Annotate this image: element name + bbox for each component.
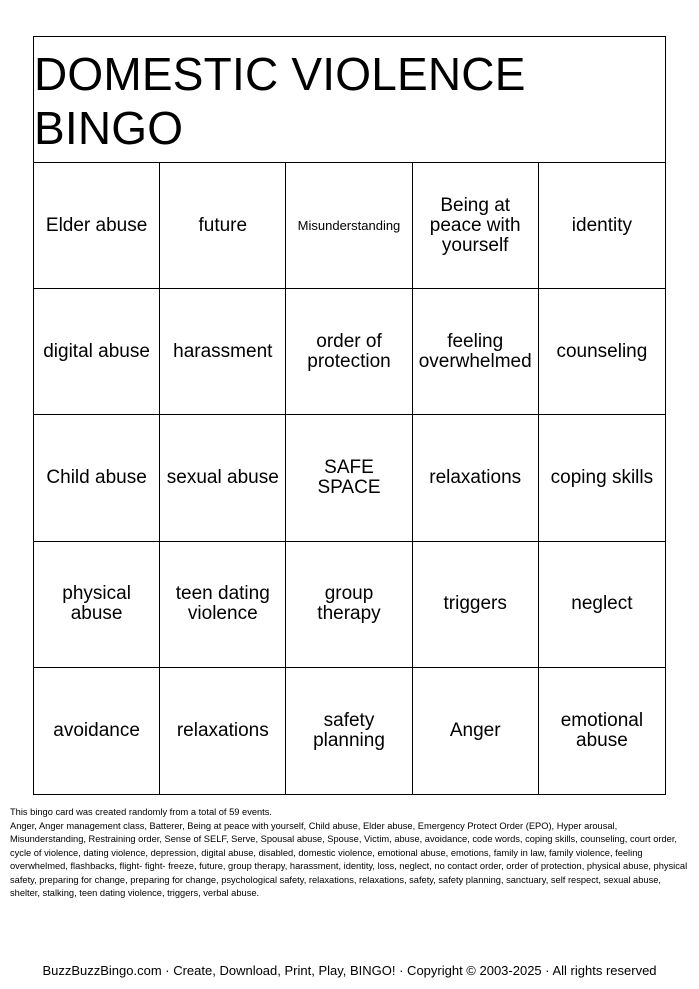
bingo-cell-center: SAFE SPACE <box>286 415 412 541</box>
bingo-cell: physical abuse <box>34 542 160 668</box>
bingo-cell: Anger <box>413 668 539 794</box>
bingo-cell: relaxations <box>160 668 286 794</box>
bingo-cell: coping skills <box>539 415 665 541</box>
bingo-cell: identity <box>539 163 665 289</box>
bingo-grid <box>34 163 665 794</box>
site-footer: BuzzBuzzBingo.com · Create, Download, Print, Play, BINGO! · Copyright © 2003-2025 · All rights reserved <box>42 963 657 978</box>
bingo-cell: harassment <box>160 289 286 415</box>
bingo-cell: group therapy <box>286 542 412 668</box>
bingo-cell: Elder abuse <box>34 163 160 289</box>
bingo-cell: teen dating violence <box>160 542 286 668</box>
bingo-cell: emotional abuse <box>560 709 644 751</box>
bingo-cell: feeling overwhelmed <box>413 289 539 415</box>
bingo-cell: order of protection <box>286 289 412 415</box>
bingo-card <box>33 36 666 795</box>
bingo-cell: safety planning <box>286 668 412 794</box>
card-title: DOMESTIC VIOLENCE BINGO <box>34 37 665 163</box>
info-events: Anger, Anger management class, Batterer, Being at peace with yourself, Child abuse, Elder abuse, Emergency Protect Order (EPO), Hyper arousal, Misunderstanding, Restraining order, Sense of SELF, Serve, Spousal abuse, Spouse, Victim, abuse, avoidance, code words, coping skills, counseling, court order, cycle of violence, dating violence, depression, digital abuse, disabled, domestic violence, emotional abuse, emotions, family in law, family violence, feeling overwhelmed, flashbacks, flight- fight- freeze, future, group therapy, harassment, identity, loss, neglect, no contact order, order of protection, physical abuse, physical safety, preparing for change, preparing for change, psychological safety, relaxations, relaxations, safety, safety planning, sanctuary, self respect, sexual abuse, shelter, stalking, teen dating violence, triggers, verbal abuse. <box>10 820 688 898</box>
info-summary: This bingo card was created randomly from a total of 59 events. <box>10 807 272 817</box>
bingo-cell: sexual abuse <box>160 415 286 541</box>
event-list-info <box>10 806 692 901</box>
bingo-cell: Child abuse <box>34 415 160 541</box>
bingo-cell: avoidance <box>34 668 160 794</box>
bingo-cell: counseling <box>539 289 665 415</box>
bingo-cell: future <box>160 163 286 289</box>
bingo-cell: relaxations <box>413 415 539 541</box>
bingo-cell: neglect <box>539 542 665 668</box>
bingo-cell: digital abuse <box>34 289 160 415</box>
bingo-cell: triggers <box>413 542 539 668</box>
bingo-cell: Misunderstanding <box>286 163 412 289</box>
bingo-cell: Being at peace with yourself <box>413 163 539 289</box>
